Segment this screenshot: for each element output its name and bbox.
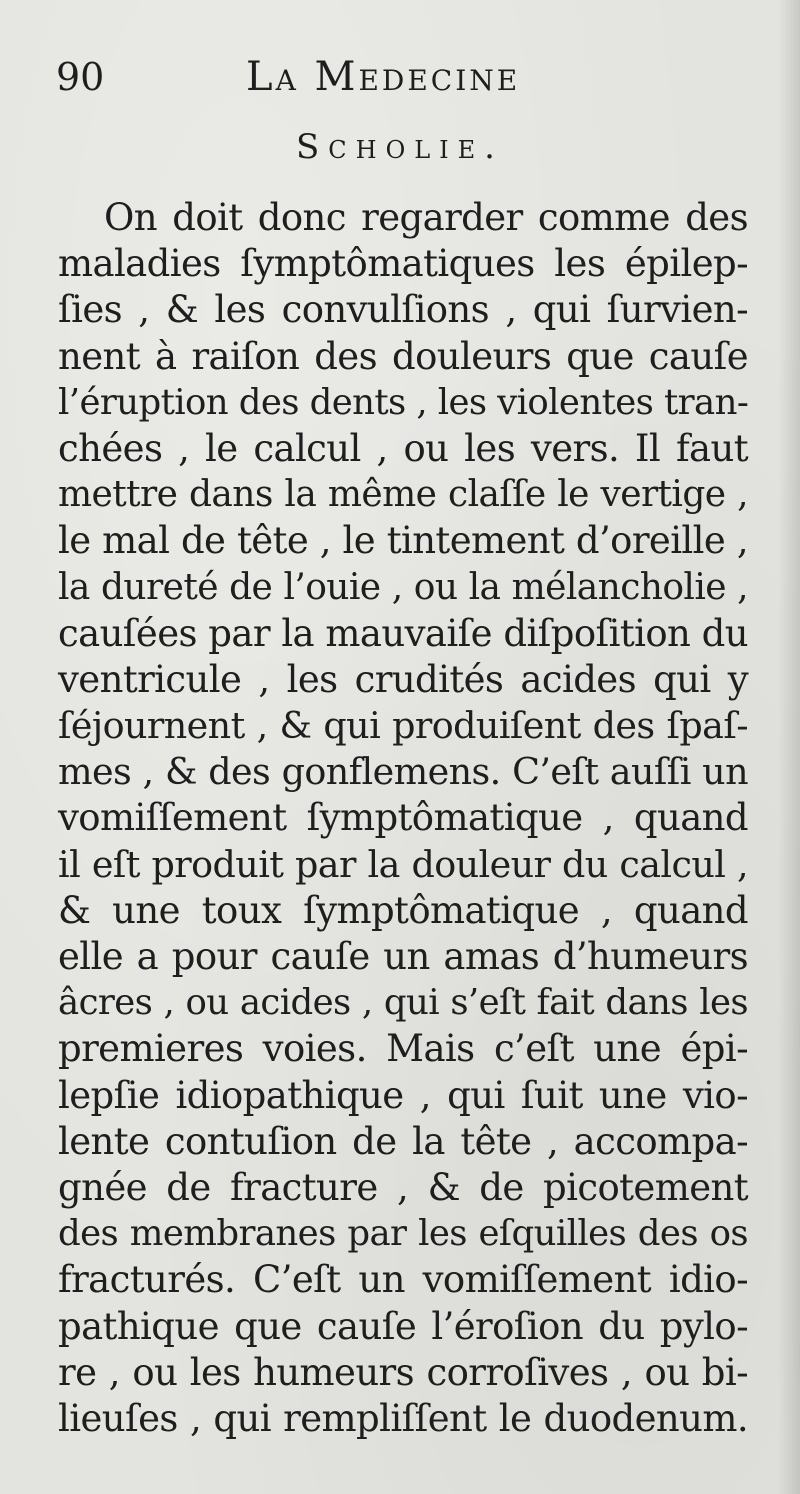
text-line: lente contuſion de la tête , accompa-	[58, 1119, 748, 1163]
text-line: ſéjournent , & qui produiſent des ſpaſ-	[58, 704, 748, 748]
text-line: âcres , ou acides , qui s’eſt fait dans les	[58, 982, 748, 1024]
text-line: maladies ſymptômatiques les épilep-	[58, 242, 748, 286]
text-line: la dureté de l’ouie , ou la mélancholie ,	[58, 566, 748, 608]
text-line: il eſt produit par la douleur du calcul ,	[58, 842, 748, 886]
text-line: ſies , & les convulſions , qui ſurvien-	[58, 288, 748, 332]
page-number: 90	[56, 55, 105, 99]
text-line: elle a pour cauſe un amas d’humeurs	[58, 935, 748, 978]
text-line: pathique que cauſe l’éroſion du pylo-	[58, 1304, 748, 1348]
page-edge-shadow	[778, 0, 800, 1494]
text-line: l’éruption des dents , les violentes tran-	[58, 381, 749, 423]
text-line: des membranes par les eſquilles des os	[58, 1213, 748, 1255]
text-line: nent à raiſon des douleurs que cauſe	[58, 334, 748, 378]
text-line: & une toux ſymptômatique , quand	[58, 888, 748, 932]
text-line: mes , & des gonflemens. C’eſt auſſi un	[58, 750, 748, 794]
section-title: Scholie.	[295, 127, 504, 167]
text-line: lepſie idiopathique , qui ſuit une vio-	[58, 1073, 748, 1117]
text-line: gnée de fracture , & de picotement	[58, 1165, 748, 1209]
text-line: chées , le calcul , ou les vers. Il faut	[58, 426, 748, 470]
body-text	[58, 195, 748, 1442]
text-line: On doit donc regarder comme des	[104, 196, 748, 239]
text-line: cauſées par la mauvaiſe diſpoſition du	[58, 611, 748, 655]
running-head	[56, 52, 746, 102]
text-line: mettre dans la même claſſe le vertige ,	[58, 474, 748, 516]
text-line: vomiſſement ſymptômatique , quand	[58, 796, 748, 840]
text-line: le mal de tête , le tintement d’oreille ,	[58, 519, 748, 563]
text-line: lieuſes , qui rempliſſent le duodenum.	[58, 1396, 748, 1440]
text-line: premieres voies. Mais c’eſt une épi-	[58, 1027, 748, 1071]
text-line: ventricule , les crudités acides qui y	[58, 657, 748, 701]
text-line: re , ou les humeurs corroſives , ou bi-	[58, 1350, 748, 1394]
running-title: La Medecine	[246, 54, 521, 100]
text-line: fracturés. C’eſt un vomiſſement idio-	[58, 1258, 748, 1302]
